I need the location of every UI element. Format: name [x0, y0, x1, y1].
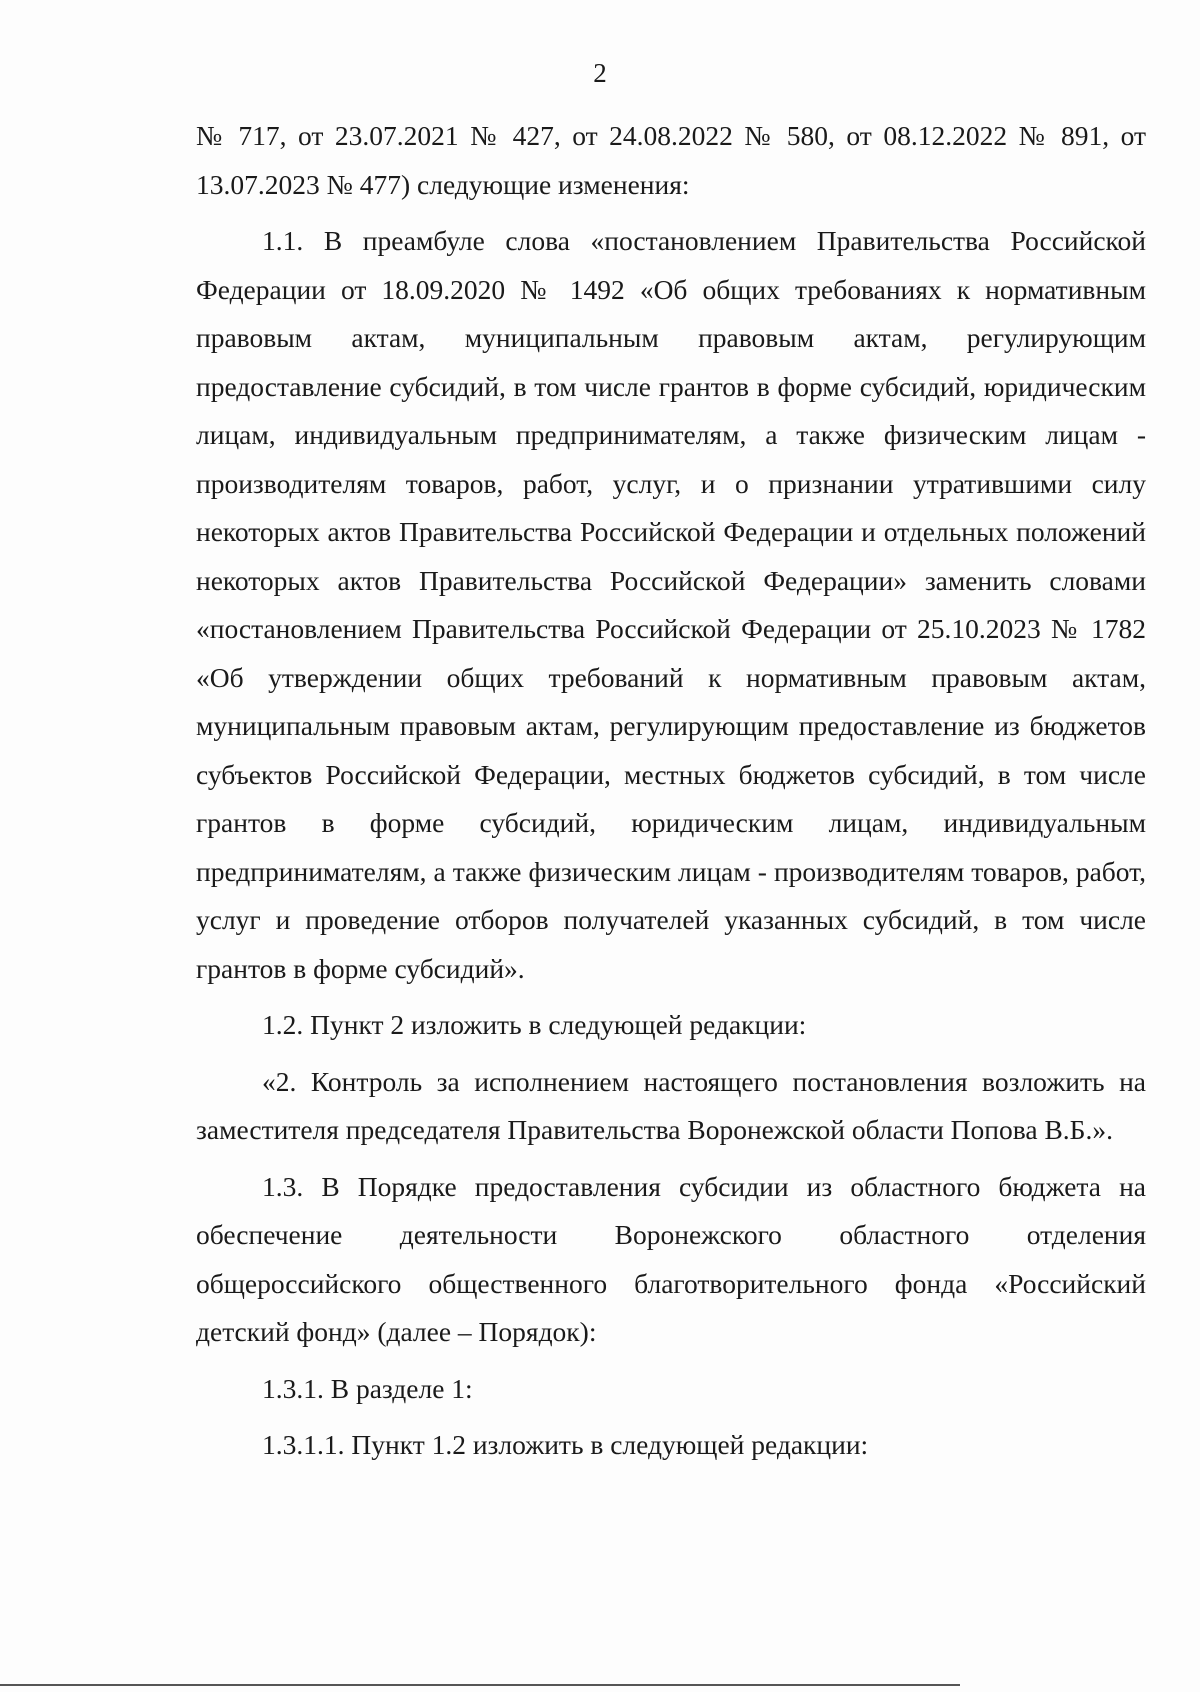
paragraph-control-clause: «2. Контроль за исполнением настоящего постановления возложить на заместителя председателя Правительства Воронежской области Попова В.Б.».	[196, 1065, 1146, 1145]
paragraph-1-3-1: 1.3.1. В разделе 1:	[262, 1372, 473, 1404]
bottom-edge-line	[0, 1684, 960, 1686]
page-number: 2	[593, 58, 607, 88]
document-body	[196, 112, 1146, 1478]
paragraph-1-3: 1.3. В Порядке предоставления субсидии из областного бюджета на обеспечение деятельности Воронежского областного отделения общероссийского общественного благотворительного фонда «Российский детский фонд» (далее – Порядок):	[196, 1170, 1146, 1347]
paragraph-1-2: 1.2. Пункт 2 изложить в следующей редакции:	[262, 1009, 807, 1040]
paragraph-1-1-preamble: 1.1. В преамбуле слова «постановлением Правительства Российской Федерации от 18.09.2020 № 1492 «Об общих требованиях к нормативным правовым актам, муниципальным правовым актам, регулирующим предоставление субсидий, в том числе грантов в форме субсидий, юридическим лицам, индивидуальным предпринимателям, а также физическим лицам - производителям товаров, работ, услуг, и о признании утратившими силу некоторых актов Правительства Российской Федерации и отдельных положений некоторых актов Правительства Российской Федерации» заменить словами «постановлением Правительства Российской Федерации от 25.10.2023 № 1782 «Об утверждении общих требований к нормативным правовым актам, муниципальным правовым актам, регулирующим предоставление из бюджетов субъектов Российской Федерации, местных бюджетов субсидий, в том числе грантов в форме субсидий, юридическим лицам, индивидуальным предпринимателям, а также физическим лицам - производителям товаров, работ, услуг и проведение отборов получателей указанных субсидий, в том числе грантов в форме субсидий».	[196, 225, 1146, 984]
paragraph-continuation: № 717, от 23.07.2021 № 427, от 24.08.2022 № 580, от 08.12.2022 № 891, от 13.07.2023 № 477) следующие изменения:	[196, 120, 1146, 200]
paragraph-1-3-1-1: 1.3.1.1. Пункт 1.2 изложить в следующей редакции:	[262, 1429, 869, 1460]
